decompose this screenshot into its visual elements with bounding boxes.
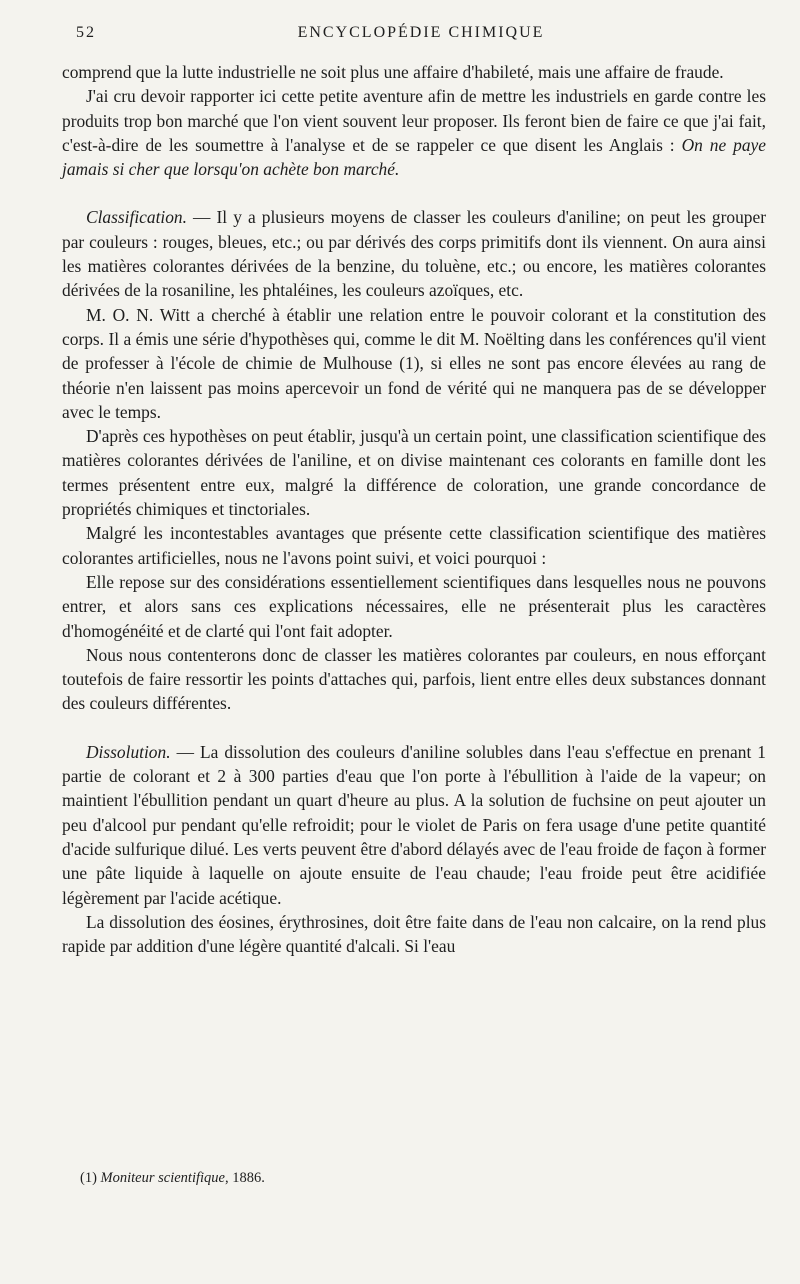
- paragraph: [62, 84, 766, 181]
- footnote: [80, 1168, 760, 1188]
- paragraph-text: — La dissolution des couleurs d'aniline solubles dans l'eau s'effectue en prenant 1 partie de colorant et 2 à 300 parties d'eau que l'on porte à l'ébullition à l'aide de la vapeur; on maintient l'ébullition pendant un quart d'heure au plus. A la solution de fuchsine on peut ajouter un peu d'alcool pur pendant qu'elle refroidit; pour le violet de Paris on fera usage d'une petite quantité d'acide sulfurique dilué. Les verts peuvent être d'abord délayés avec de l'eau froide de façon à former une pâte liquide à laquelle on ajoute ensuite de l'eau chaude; l'eau froide peut être acidifiée légèrement par l'acide acétique.: [62, 741, 766, 908]
- footnote-marker: (1): [80, 1170, 97, 1186]
- paragraph-classification: [62, 205, 766, 302]
- footnote-year: , 1886.: [224, 1170, 265, 1186]
- paragraph-text: — Il y a plusieurs moyens de classer les couleurs d'aniline; on peut les grouper par couleurs : rouges, bleues, etc.; ou par dérivés des corps primitifs dont ils viennent. On aura ainsi les matières colorantes dérivées de la benzine, du toluène, etc.; ou encore, les matières colorantes dérivées de la rosaniline, les phtaléines, les couleurs azoïques, etc.: [62, 207, 766, 301]
- paragraph: Nous nous contenterons donc de classer les matières colorantes par couleurs, en nous efforçant toutefois de faire ressortir les points d'attaches qui, parfois, lient entre elles deux substances donnant des couleurs différentes.: [62, 644, 766, 714]
- paragraph: Malgré les incontestables avantages que présente cette classification scientifique des matières colorantes artificielles, nous ne l'avons point suivi, et voici pourquoi :: [62, 523, 766, 568]
- paragraph: M. O. N. Witt a cherché à établir une relation entre le pouvoir colorant et la constitution des corps. Il a émis une série d'hypothèses qui, comme le dit M. Noëlting dans les conférences qu'il vient de professer à l'école de chimie de Mulhouse (1), si elles ne sont pas encore élevées au rang de théorie n'en laissent pas moins apercevoir un fond de vérité qui ne manquera pas de se développer avec le temps.: [62, 304, 766, 422]
- page-number: 52: [76, 24, 96, 41]
- paragraph: La dissolution des éosines, érythrosines, doit être faite dans de l'eau non calcaire, on la rend plus rapide par addition d'une légère quantité d'alcali. Si l'eau: [62, 911, 766, 957]
- paragraph: comprend que la lutte industrielle ne soit plus une affaire d'habileté, mais une affaire de fraude.: [62, 62, 724, 82]
- section-heading-dissolution: Dissolution.: [86, 741, 171, 762]
- english-proverb: On ne paye jamais si cher que lorsqu'on achète bon marché.: [62, 134, 766, 180]
- paragraph: D'après ces hypothèses on peut établir, jusqu'à un certain point, une classification scientifique des matières colorantes dérivées de l'aniline, et on divise maintenant ces colorants en famille dont les termes présentent entre eux, malgré la différence de coloration, une grande concordance de propriétés chimiques et tinctoriales.: [62, 426, 766, 520]
- paragraph-text: J'ai cru devoir rapporter ici cette petite aventure afin de mettre les industriels en garde contre les produits trop bon marché que l'on vient souvent leur proposer. Ils feront bien de faire ce que j'ai fait, c'est-à-dire de les soumettre à l'analyse et de se rappeler ce que disent les Anglais :: [62, 86, 766, 155]
- body-text: [62, 60, 766, 958]
- section-heading-classification: Classification.: [86, 207, 187, 228]
- footnote-source: Moniteur scientifique: [100, 1170, 225, 1186]
- paragraph: Elle repose sur des considérations essentiellement scientifiques dans lesquelles nous ne pouvons entrer, et alors sans ces explications nécessaires, elle ne présenterait plus les caractères d'homogénéité et de clarté qui l'ont fait adopter.: [62, 571, 766, 641]
- paragraph-dissolution: [62, 740, 766, 910]
- page-header: [76, 24, 766, 48]
- running-title: ENCYCLOPÉDIE CHIMIQUE: [297, 24, 545, 41]
